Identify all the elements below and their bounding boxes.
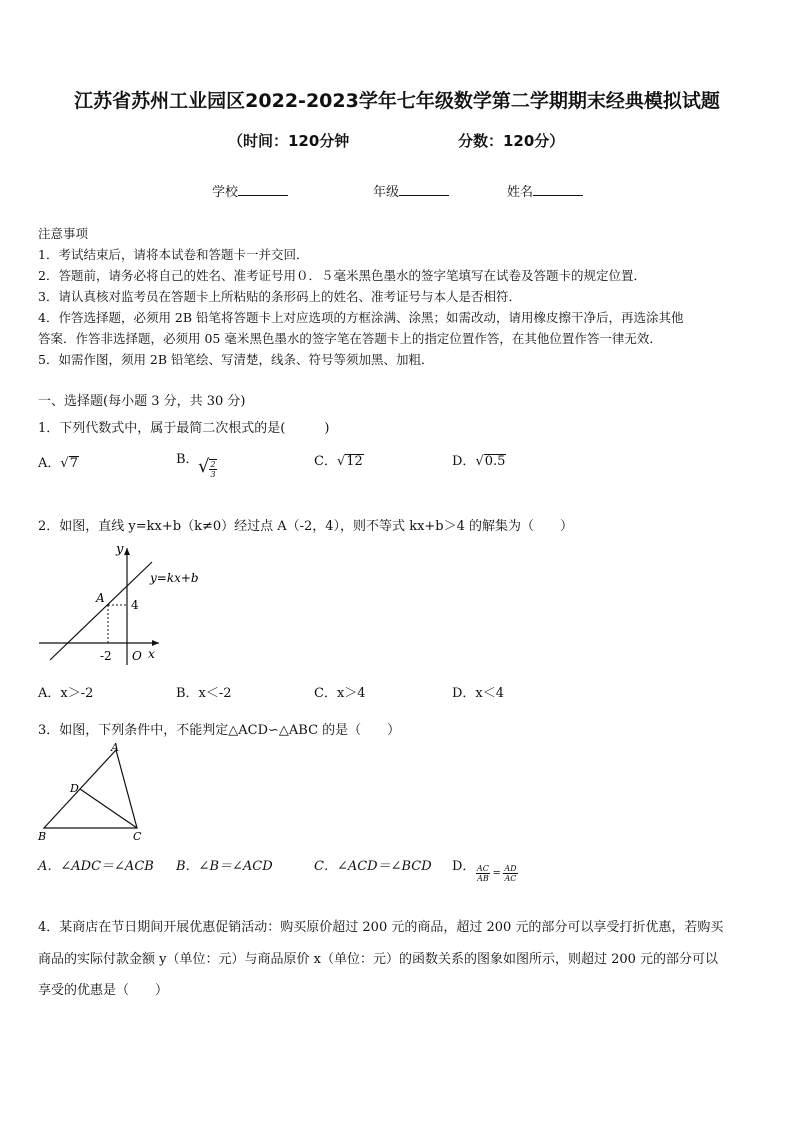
sqrt-icon: √ bbox=[198, 456, 210, 477]
question-2-stem: 2．如图，直线 y=kx+b（k≠0）经过点 A（-2，4），则不等式 kx+b＞4 的解集为（ ） bbox=[38, 519, 574, 534]
q3-option-a: A．∠ADC＝∠ACB bbox=[38, 859, 154, 874]
grade-blank bbox=[399, 183, 449, 196]
name-blank bbox=[533, 183, 583, 196]
grade-label: 年级 bbox=[373, 185, 400, 200]
q1-option-a-label: A． bbox=[38, 456, 61, 471]
q1-option-b bbox=[176, 448, 199, 467]
q1-option-b-expression bbox=[198, 456, 217, 479]
q2-option-d: D．x＜4 bbox=[452, 686, 505, 701]
question-4-stem-line2: 商品的实际付款金额 y（单位：元）与商品原价 x（单位：元）的函数关系的图象如图所示，则超过 200 元的部分可以 bbox=[38, 952, 719, 967]
point-d-label: D bbox=[70, 782, 79, 795]
q3-option-d-fraction-left bbox=[476, 864, 490, 883]
note-item: 1．考试结束后，请将本试卷和答题卡一并交回． bbox=[38, 247, 309, 262]
sqrt-icon: √ bbox=[60, 456, 69, 471]
q3-option-d-expression bbox=[476, 864, 518, 883]
exam-time: （时间：120分钟 bbox=[228, 132, 350, 150]
page-title: 江苏省苏州工业园区2022-2023学年七年级数学第二学期期末经典模拟试题 bbox=[74, 90, 720, 112]
fraction-numerator: AC bbox=[477, 864, 489, 873]
fraction-denominator: AB bbox=[477, 874, 489, 883]
sqrt-icon: √ bbox=[336, 454, 346, 469]
question-4-stem-line1: 4．某商店在节日期间开展优惠促销活动：购买原价超过 200 元的商品，超过 200 元的部分可以享受打折优惠，若购买 bbox=[38, 920, 724, 935]
q1-option-b-fraction bbox=[209, 459, 216, 479]
equals-sign: = bbox=[492, 868, 501, 879]
note-item: 4．作答选择题，必须用 2B 铅笔将答题卡上对应选项的方框涂满、涂黑；如需改动，请用橡皮擦干净后，再选涂其他 bbox=[38, 310, 684, 325]
note-item: 2．答题前，请务必将自己的姓名、准考证号用０．５毫米黑色墨水的签字笔填写在试卷及答题卡的规定位置． bbox=[38, 268, 646, 283]
q2-option-b: B．x＜-2 bbox=[176, 686, 232, 701]
question-1-stem: 1．下列代数式中，属于最简二次根式的是( ) bbox=[38, 421, 330, 436]
note-item: 5．如需作图，须用 2B 铅笔绘、写清楚，线条、符号等须加黑、加粗． bbox=[38, 352, 434, 367]
x-axis-arrow-icon bbox=[152, 640, 159, 646]
x-value-neg2-label: -2 bbox=[100, 649, 112, 663]
vertex-a-label: A bbox=[111, 741, 119, 754]
fraction-denominator: AC bbox=[504, 874, 517, 883]
q3-option-d-label: D． bbox=[452, 859, 476, 874]
q1-option-a-radicand: 7 bbox=[69, 456, 78, 471]
name-label: 姓名 bbox=[507, 185, 534, 200]
vertex-c-label: C bbox=[133, 830, 142, 843]
q3-option-c: C．∠ACD＝∠BCD bbox=[314, 859, 432, 874]
fraction-numerator: AD bbox=[504, 864, 517, 873]
exam-score: 分数：120分） bbox=[458, 132, 565, 150]
q1-option-b-numerator: 2 bbox=[210, 459, 216, 469]
q1-option-d-radicand: 0.5 bbox=[484, 454, 506, 469]
q2-line-graph bbox=[34, 540, 204, 668]
y-axis-label: y bbox=[116, 542, 124, 557]
q2-option-a: A．x＞-2 bbox=[38, 686, 94, 701]
y-value-4-label: 4 bbox=[131, 598, 139, 612]
q1-option-b-label: B． bbox=[176, 452, 199, 467]
q1-option-d bbox=[452, 450, 506, 469]
note-item: 3．请认真核对监考员在答题卡上所粘贴的条形码上的姓名、准考证号与本人是否相符． bbox=[38, 289, 521, 304]
q1-option-c bbox=[314, 450, 364, 469]
point-a-label: A bbox=[96, 591, 105, 605]
q1-option-c-label: C． bbox=[314, 454, 337, 469]
q3-option-b: B．∠B＝∠ACD bbox=[176, 859, 273, 874]
school-label: 学校 bbox=[212, 185, 239, 200]
q3-option-d-fraction-right bbox=[503, 864, 517, 883]
sqrt-icon: √ bbox=[475, 454, 484, 469]
q1-option-c-radicand: 12 bbox=[346, 454, 363, 469]
q2-option-c: C．x＞4 bbox=[314, 686, 366, 701]
grade-field bbox=[373, 181, 449, 200]
vertex-b-label: B bbox=[38, 830, 47, 843]
q1-option-d-label: D． bbox=[452, 454, 476, 469]
q3-triangle-figure bbox=[34, 740, 154, 844]
question-3-stem: 3．如图，下列条件中，不能判定△ACD∽△ABC 的是（ ） bbox=[38, 723, 401, 738]
line-equation-label: y=kx+b bbox=[150, 571, 199, 585]
y-axis-arrow-icon bbox=[124, 548, 130, 555]
notes-heading: 注意事项 bbox=[38, 226, 89, 241]
triangle-abc bbox=[44, 750, 137, 828]
q1-option-b-denominator: 3 bbox=[210, 469, 216, 479]
name-field bbox=[507, 181, 583, 200]
q1-option-a bbox=[38, 452, 79, 471]
x-axis-label: x bbox=[148, 647, 155, 661]
school-blank bbox=[238, 183, 288, 196]
note-item: 答案．作答非选择题，必须用 05 毫米黑色墨水的签字笔在答题卡上的指定位置作答，在其他位置作答一律无效． bbox=[38, 331, 662, 346]
section-heading: 一、选择题(每小题 3 分，共 30 分) bbox=[38, 394, 246, 409]
school-field bbox=[212, 181, 288, 200]
question-4-stem-line3: 享受的优惠是（ ） bbox=[38, 983, 169, 998]
origin-label: O bbox=[132, 649, 142, 663]
